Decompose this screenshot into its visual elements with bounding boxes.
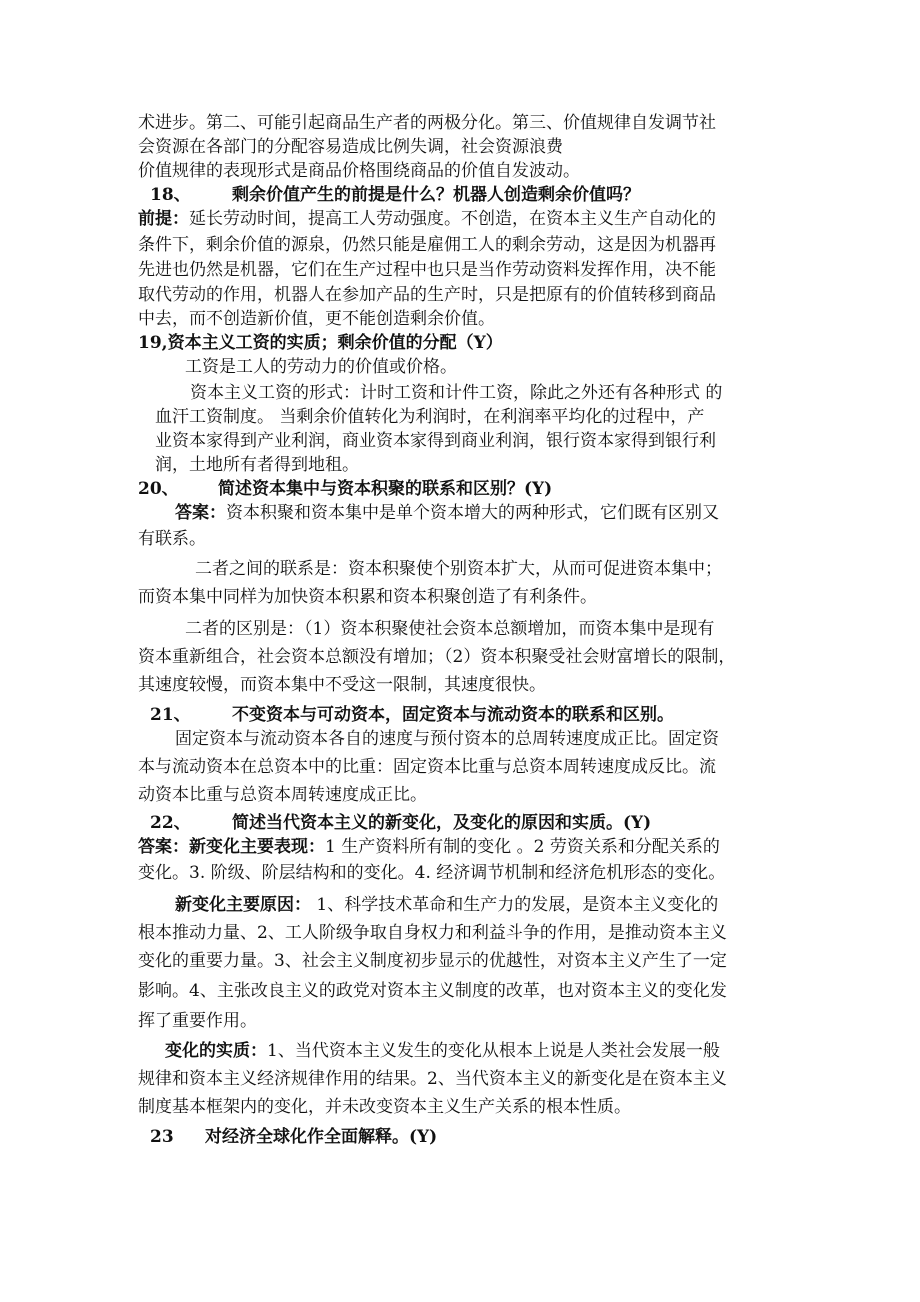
- paragraph-line: 变化。3. 阶级、阶层结构和的变化。4. 经济调节机制和经济危机形态的变化。: [138, 863, 726, 883]
- paragraph-line: [165, 1039, 720, 1063]
- paragraph-line: 术进步。第二、可能引起商品生产者的两极分化。第三、价值规律自发调节社: [138, 113, 716, 133]
- question-title: 不变资本与可动资本，固定资本与流动资本的联系和区别。: [232, 705, 674, 725]
- paragraph-line: 条件下，剩余价值的源泉，仍然只能是雇佣工人的剩余劳动，这是因为机器再: [138, 235, 716, 255]
- paragraph-text: 延长劳动时间，提高工人劳动强度。不创造，在资本主义生产自动化的: [189, 209, 716, 229]
- paragraph-line: 先进也仍然是机器，它们在生产过程中也只是当作劳动资料发挥作用，决不能: [138, 260, 716, 280]
- paragraph-line: 规律和资本主义经济规律作用的结果。2、当代资本主义的新变化是在资本主义: [138, 1069, 727, 1089]
- question-title: 简述当代资本主义的新变化，及变化的原因和实质。(Y): [232, 813, 652, 833]
- paragraph-line: [175, 893, 718, 917]
- question-18-heading: [150, 183, 640, 207]
- answer-label: 答案：新变化主要表现：: [138, 837, 325, 857]
- question-number: 22、: [150, 813, 191, 833]
- paragraph-line: 固定资本与流动资本各自的速度与预付资本的总周转速度成正比。固定资: [175, 729, 719, 749]
- paragraph-line: 其速度较慢，而资本集中不受这一限制，其速度很快。: [138, 675, 546, 695]
- question-19-heading: 19,资本主义工资的实质；剩余价值的分配（Y）: [138, 333, 503, 353]
- paragraph-line: 业资本家得到产业利润，商业资本家得到商业利润，银行资本家得到银行利: [155, 431, 716, 451]
- paragraph-line: [138, 835, 720, 859]
- question-22-heading: [150, 811, 651, 835]
- question-title: 剩余价值产生的前提是什么？机器人创造剩余价值吗？: [232, 185, 640, 205]
- paragraph-text: 1 生产资料所有制的变化 。2 劳资关系和分配关系的: [325, 837, 720, 857]
- paragraph-line: 二者之间的联系是：资本积聚使个别资本扩大，从而可促进资本集中；: [195, 559, 722, 579]
- question-23-heading: [150, 1125, 437, 1149]
- paragraph-text: 1、科学技术革命和生产力的发展，是资本主义变化的: [311, 895, 719, 915]
- paragraph-line: 有联系。: [138, 529, 206, 549]
- paragraph-line: 制度基本框架内的变化，并未改变资本主义生产关系的根本性质。: [138, 1097, 631, 1117]
- question-title: 简述资本集中与资本积聚的联系和区别？(Y): [218, 479, 553, 499]
- paragraph-line: 价值规律的表现形式是商品价格围绕商品的价值自发波动。: [138, 161, 580, 181]
- premise-label: 前提：: [138, 209, 189, 229]
- essence-label: 变化的实质：: [165, 1041, 267, 1061]
- paragraph-line: 血汗工资制度。 当剩余价值转化为利润时，在利润率平均化的过程中，产: [155, 407, 705, 427]
- paragraph-line: 影响。4、主张改良主义的政党对资本主义制度的改革，也对资本主义的变化发: [138, 981, 727, 1001]
- answer-label: 答案：: [175, 503, 226, 523]
- paragraph-line: 会资源在各部门的分配容易造成比例失调，社会资源浪费: [138, 137, 563, 157]
- paragraph-line: 中去，而不创造新价值，更不能创造剩余价值。: [138, 309, 495, 329]
- question-20-heading: [138, 477, 552, 501]
- paragraph-line: 本与流动资本在总资本中的比重：固定资本比重与总资本周转速度成反比。流: [138, 757, 716, 777]
- paragraph-line: 资本重新组合，社会资本总额没有增加；（2）资本积聚受社会财富增长的限制，: [138, 647, 736, 667]
- paragraph-line: 工资是工人的劳动力的价值或价格。: [185, 357, 457, 377]
- question-title: 对经济全球化作全面解释。(Y): [205, 1127, 438, 1147]
- paragraph-line: 变化的重要力量。3、社会主义制度初步显示的优越性，对资本主义产生了一定: [138, 951, 727, 971]
- paragraph-text: 1、当代资本主义发生的变化从根本上说是人类社会发展一般: [267, 1041, 720, 1061]
- paragraph-line: 二者的区别是：（1）资本积聚使社会资本总额增加，而资本集中是现有: [185, 619, 715, 639]
- paragraph-text: 资本积聚和资本集中是单个资本增大的两种形式，它们既有区别又: [226, 503, 719, 523]
- paragraph-line: 而资本集中同样为加快资本积累和资本积聚创造了有利条件。: [138, 587, 597, 607]
- paragraph-line: 根本推动力量、2、工人阶级争取自身权力和利益斗争的作用，是推动资本主义: [138, 923, 727, 943]
- paragraph-line: [175, 501, 719, 525]
- paragraph-line: 润，土地所有者得到地租。: [155, 455, 359, 475]
- question-21-heading: [150, 703, 674, 727]
- question-number: 20、: [138, 479, 179, 499]
- question-number: 21、: [150, 705, 191, 725]
- paragraph-line: 资本主义工资的形式：计时工资和计件工资，除此之外还有各种形式 的: [190, 383, 723, 403]
- question-number: 18、: [150, 185, 191, 205]
- paragraph-line: 挥了重要作用。: [138, 1011, 257, 1031]
- reasons-label: 新变化主要原因：: [175, 895, 311, 915]
- question-number: 23: [150, 1127, 174, 1147]
- paragraph-line: [138, 207, 716, 231]
- paragraph-line: 取代劳动的作用，机器人在参加产品的生产时，只是把原有的价值转移到商品: [138, 285, 716, 305]
- paragraph-line: 动资本比重与总资本周转速度成正比。: [138, 785, 427, 805]
